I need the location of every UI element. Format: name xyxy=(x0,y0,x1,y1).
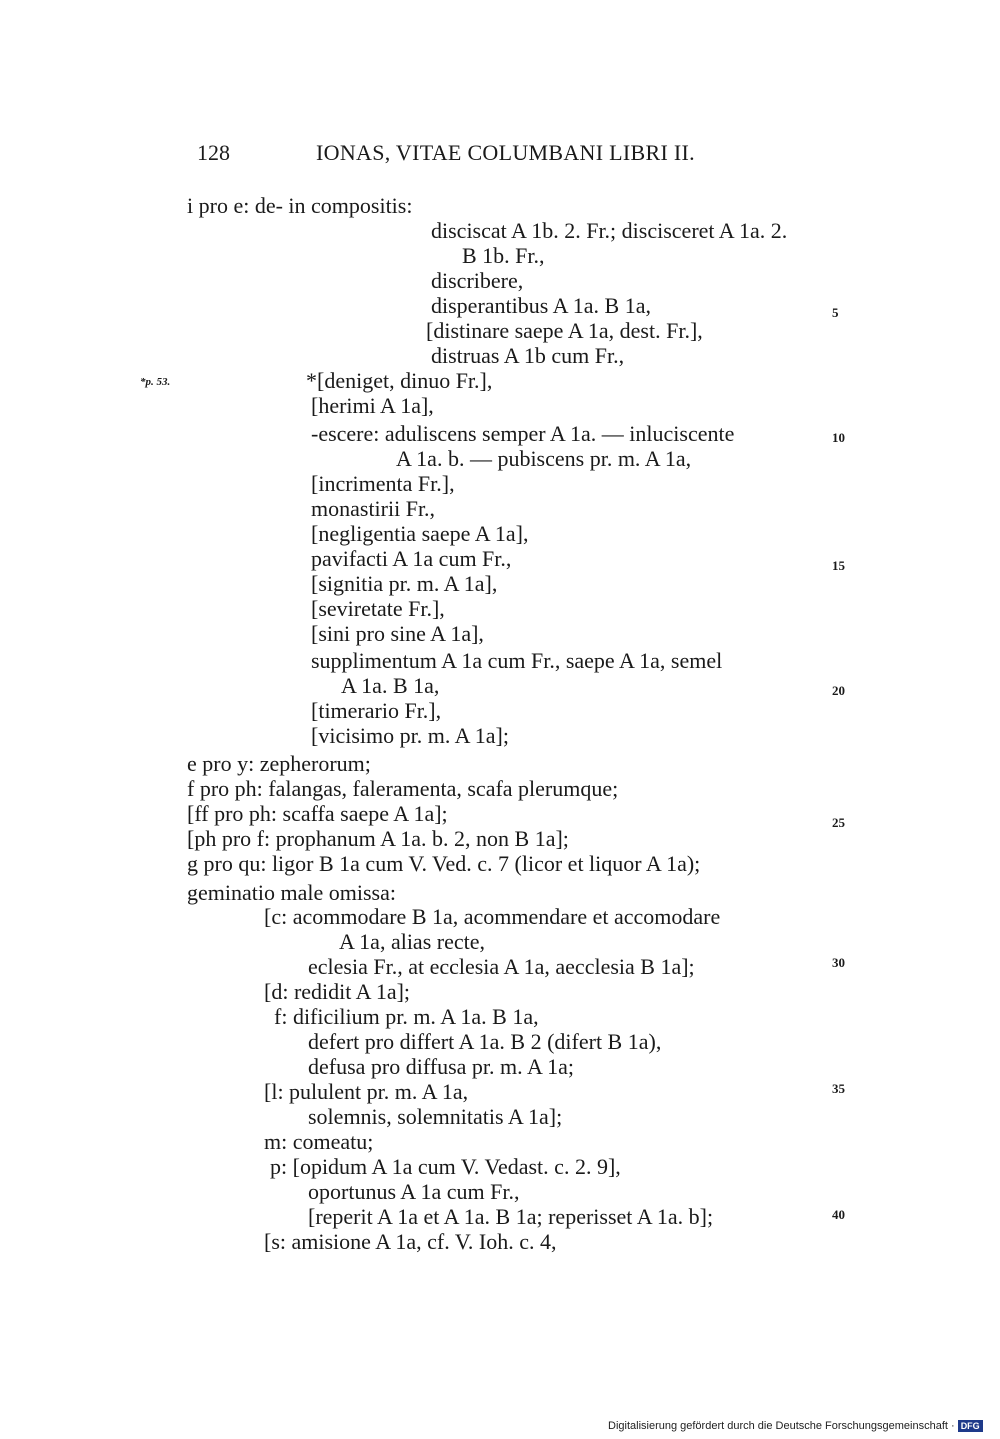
text-line: *[deniget, dinuo Fr.], xyxy=(306,368,493,393)
line-number: 15 xyxy=(832,558,845,573)
footer-text: Digitalisierung gefördert durch die Deutsche Forschungsgemeinschaft · xyxy=(608,1420,955,1432)
text-line: g pro qu: ligor B 1a cum V. Ved. c. 7 (licor et liquor A 1a); xyxy=(187,851,701,876)
text-line: f: dificilium pr. m. A 1a. B 1a, xyxy=(274,1004,539,1029)
footer-credit xyxy=(608,1420,983,1432)
text-line: [d: redidit A 1a]; xyxy=(264,979,411,1004)
text-line: disperantibus A 1a. B 1a, xyxy=(431,293,651,318)
running-title: IONAS, VITAE COLUMBANI LIBRI II. xyxy=(316,140,695,165)
text-line: distruas A 1b cum Fr., xyxy=(431,343,625,368)
text-line: disciscat A 1b. 2. Fr.; discisceret A 1a. 2. xyxy=(431,218,788,243)
page-number: 128 xyxy=(197,140,230,165)
text-line: [seviretate Fr.], xyxy=(311,596,445,621)
text-line: discribere, xyxy=(431,268,524,293)
text-line: [negligentia saepe A 1a], xyxy=(311,521,529,546)
text-line: B 1b. Fr., xyxy=(462,243,545,268)
text-line: [c: acommodare B 1a, acommendare et accomodare xyxy=(264,904,721,929)
text-line: defusa pro diffusa pr. m. A 1a; xyxy=(308,1054,574,1079)
text-line: [signitia pr. m. A 1a], xyxy=(311,571,498,596)
line-number: 40 xyxy=(832,1207,845,1222)
text-line: [sini pro sine A 1a], xyxy=(311,621,484,646)
text-line: solemnis, solemnitatis A 1a]; xyxy=(308,1104,563,1129)
line-number: 30 xyxy=(832,955,845,970)
line-number: 10 xyxy=(832,430,845,445)
text-line: [herimi A 1a], xyxy=(311,393,434,418)
text-line: [timerario Fr.], xyxy=(311,698,442,723)
text-line: [distinare saepe A 1a, dest. Fr.], xyxy=(426,318,703,343)
text-line: A 1a, alias recte, xyxy=(339,929,485,954)
text-line: p: [opidum A 1a cum V. Vedast. c. 2. 9], xyxy=(270,1154,621,1179)
dfg-logo: DFG xyxy=(958,1420,983,1432)
text-line: i pro e: de- in compositis: xyxy=(187,193,413,218)
text-line: e pro y: zepherorum; xyxy=(187,751,371,776)
text-line: [reperit A 1a et A 1a. B 1a; reperisset A 1a. b]; xyxy=(308,1204,714,1229)
text-line: -escere: aduliscens semper A 1a. — inluciscente xyxy=(311,421,735,446)
text-line: A 1a. B 1a, xyxy=(341,673,440,698)
text-line: defert pro differt A 1a. B 2 (difert B 1a), xyxy=(308,1029,662,1054)
text-line: eclesia Fr., at ecclesia A 1a, aecclesia B 1a]; xyxy=(308,954,695,979)
text-line: [incrimenta Fr.], xyxy=(311,471,455,496)
text-line: A 1a. b. — pubiscens pr. m. A 1a, xyxy=(396,446,692,471)
text-line: monastirii Fr., xyxy=(311,496,436,521)
line-number: 5 xyxy=(832,305,839,320)
text-line: [vicisimo pr. m. A 1a]; xyxy=(311,723,509,748)
line-number: 25 xyxy=(832,815,845,830)
text-line: [ph pro f: prophanum A 1a. b. 2, non B 1a]; xyxy=(187,826,569,851)
text-line: m: comeatu; xyxy=(264,1129,374,1154)
line-number: 35 xyxy=(832,1081,845,1096)
text-line: [s: amisione A 1a, cf. V. Ioh. c. 4, xyxy=(264,1229,557,1254)
margin-note: *p. 53. xyxy=(140,376,171,388)
text-line: [ff pro ph: scaffa saepe A 1a]; xyxy=(187,801,448,826)
text-line: [l: pululent pr. m. A 1a, xyxy=(264,1079,469,1104)
line-number: 20 xyxy=(832,683,845,698)
text-line: f pro ph: falangas, faleramenta, scafa plerumque; xyxy=(187,776,619,801)
text-line: pavifacti A 1a cum Fr., xyxy=(311,546,512,571)
text-line: geminatio male omissa: xyxy=(187,880,396,905)
text-line: oportunus A 1a cum Fr., xyxy=(308,1179,520,1204)
text-line: supplimentum A 1a cum Fr., saepe A 1a, semel xyxy=(311,648,723,673)
